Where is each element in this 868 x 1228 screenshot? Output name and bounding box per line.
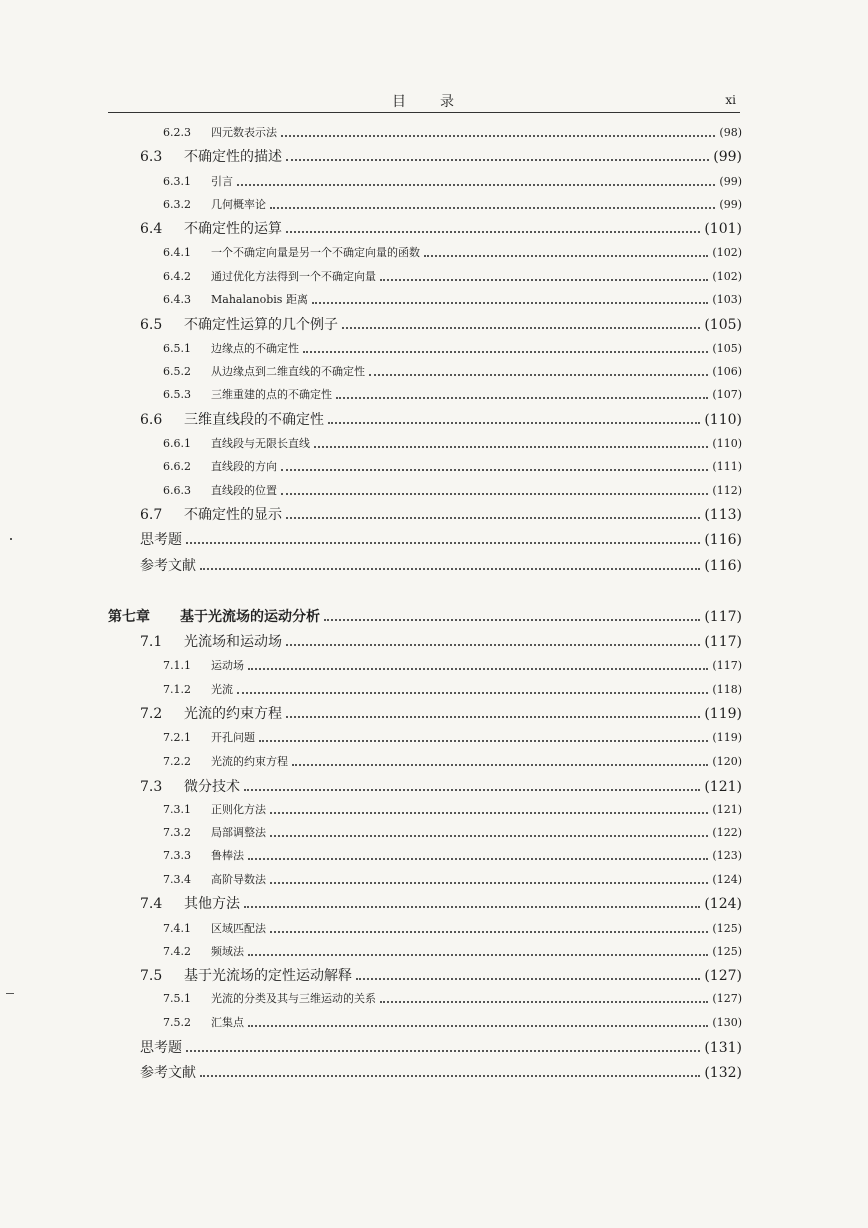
toc-number: 6.3 [140,149,163,165]
toc-title: 参考文献 [140,558,196,574]
toc-page-number: (131) [704,1040,742,1056]
toc-page-number: (121) [712,803,742,816]
toc-page-number: (118) [712,683,742,696]
dot-leader [270,834,708,837]
dot-leader [244,905,700,908]
toc-number: 6.5 [140,317,163,333]
toc-title: 思考题 [140,532,182,548]
toc-page-number: (102) [712,270,742,283]
dot-leader [237,183,715,186]
toc-number: 6.4.3 [163,293,191,306]
toc-title: 直线段与无限长直线 [211,437,310,450]
toc-subsection [163,244,742,260]
toc-title: 鲁棒法 [211,849,244,862]
toc-title: 开孔问题 [211,731,255,744]
dot-leader [259,739,708,742]
toc-page-number: (101) [704,221,742,237]
toc-page-number: (120) [712,755,742,768]
toc-section [140,776,742,796]
scan-mark [6,993,14,994]
toc-subsection [163,173,742,189]
toc-page-number: (113) [704,507,742,523]
toc-subsection [163,340,742,356]
dot-leader [248,857,708,860]
toc-title: 微分技术 [184,779,240,795]
dot-leader [286,715,700,718]
toc-title: 直线段的方向 [211,460,277,473]
toc-page-number: (99) [719,198,742,211]
toc-number: 7.5.2 [163,1016,191,1029]
toc-subsection [163,196,742,212]
toc-title: 从边缘点到二维直线的不确定性 [211,365,365,378]
toc-section [140,893,742,913]
toc-title: 区域匹配法 [211,922,266,935]
toc-page-number: (123) [712,849,742,862]
dot-leader [281,492,708,495]
dot-leader [270,206,715,209]
toc-number: 6.3.1 [163,175,191,188]
toc-title: 不确定性的显示 [184,507,282,523]
toc-page-number: (119) [704,706,742,722]
toc-item [140,529,742,549]
toc-page-number: (125) [712,945,742,958]
toc-title: 汇集点 [211,1016,244,1029]
toc-title: 引言 [211,175,233,188]
toc-page-number: (99) [713,149,742,165]
toc-subsection [163,847,742,863]
toc-number: 6.6.1 [163,437,191,450]
toc-number: 7.1 [140,634,163,650]
dot-leader [286,516,700,519]
toc-section [140,703,742,723]
toc-title: 频域法 [211,945,244,958]
toc-number: 7.3.2 [163,826,191,839]
toc-page-number: (121) [704,779,742,795]
toc-number: 6.5.3 [163,388,191,401]
dot-leader [237,691,708,694]
toc-title: 三维重建的点的不确定性 [211,388,332,401]
toc-subsection [163,824,742,840]
toc-page-number: (106) [712,365,742,378]
dot-leader [286,158,709,161]
toc-page-number: (117) [712,659,742,672]
dot-leader [248,953,708,956]
toc-section [140,409,742,429]
toc-title: 直线段的位置 [211,484,277,497]
toc-subsection [163,435,742,451]
toc-page-number: (132) [704,1065,742,1081]
toc-page-number: (102) [712,246,742,259]
toc-number: 6.4.2 [163,270,191,283]
toc-item [140,1062,742,1082]
toc-number: 7.2 [140,706,163,722]
dot-leader [303,350,708,353]
toc-page-number: (105) [704,317,742,333]
toc-section [140,314,742,334]
toc-number: 6.2.3 [163,126,191,139]
dot-leader [424,254,708,257]
toc-page-number: (107) [712,388,742,401]
toc-title: 参考文献 [140,1065,196,1081]
toc-title: 基于光流场的运动分析 [180,609,320,625]
dot-leader [312,301,708,304]
toc-number: 7.4 [140,896,163,912]
toc-item [140,1037,742,1057]
toc-page-number: (98) [719,126,742,139]
toc-page-number: (105) [712,342,742,355]
toc-subsection [163,482,742,498]
toc-subsection [163,801,742,817]
toc-number: 6.4 [140,221,163,237]
toc-subsection [163,753,742,769]
scan-mark [10,538,12,540]
toc-title: 光流 [211,683,233,696]
toc-page-number: (117) [704,634,742,650]
toc-subsection [163,291,742,307]
dot-leader [324,618,700,621]
toc-title: 基于光流场的定性运动解释 [184,968,352,984]
toc-number: 7.1.1 [163,659,191,672]
toc-number: 6.6.2 [163,460,191,473]
toc-number: 7.2.1 [163,731,191,744]
toc-title: 其他方法 [184,896,240,912]
toc-number: 7.1.2 [163,683,191,696]
dot-leader [270,881,708,884]
toc-subsection [163,920,742,936]
toc-title: 光流的约束方程 [184,706,282,722]
toc-section [140,146,742,166]
toc-number: 第七章 [108,609,150,625]
toc-title: Mahalanobis 距离 [211,293,308,306]
toc-page-number: (116) [704,558,742,574]
dot-leader [270,930,708,933]
dot-leader [356,977,700,980]
toc-number: 7.3.4 [163,873,191,886]
toc-subsection [163,363,742,379]
toc-section [140,218,742,238]
toc-page-number: (111) [712,460,742,473]
toc-page-number: (119) [712,731,742,744]
toc-number: 6.5.1 [163,342,191,355]
dot-leader [244,788,700,791]
toc-number: 7.5 [140,968,163,984]
toc-number: 6.3.2 [163,198,191,211]
dot-leader [186,1049,700,1052]
toc-subsection [163,871,742,887]
dot-leader [270,811,708,814]
toc-number: 6.4.1 [163,246,191,259]
toc-title: 几何概率论 [211,198,266,211]
toc-number: 7.4.2 [163,945,191,958]
toc-page-number: (110) [704,412,742,428]
toc-title: 不确定性的运算 [184,221,282,237]
toc-number: 6.6 [140,412,163,428]
dot-leader [336,396,708,399]
toc-title: 光流的分类及其与三维运动的关系 [211,992,376,1005]
toc-number: 6.7 [140,507,163,523]
toc-subsection [163,681,742,697]
toc-subsection [163,729,742,745]
toc-number: 7.5.1 [163,992,191,1005]
toc-title: 运动场 [211,659,244,672]
toc-page-number: (122) [712,826,742,839]
toc-page-number: (116) [704,532,742,548]
toc-page-number: (99) [719,175,742,188]
toc-title: 四元数表示法 [211,126,277,139]
dot-leader [286,643,700,646]
toc-title: 不确定性运算的几个例子 [184,317,338,333]
toc-number: 7.2.2 [163,755,191,768]
toc-page-number: (125) [712,922,742,935]
toc-number: 7.3.3 [163,849,191,862]
page-number: xi [725,93,736,107]
toc-subsection [163,990,742,1006]
dot-leader [186,541,700,544]
toc-page-number: (112) [712,484,742,497]
toc-title: 局部调整法 [211,826,266,839]
toc-number: 6.6.3 [163,484,191,497]
toc-page-number: (130) [712,1016,742,1029]
dot-leader [328,421,700,424]
toc-number: 6.5.2 [163,365,191,378]
dot-leader [369,373,708,376]
toc-title: 光流的约束方程 [211,755,288,768]
dot-leader [248,1024,708,1027]
dot-leader [248,667,708,670]
toc-item [140,555,742,575]
toc-number: 7.3 [140,779,163,795]
dot-leader [380,1000,708,1003]
dot-leader [342,326,700,329]
toc-subsection [163,268,742,284]
toc-title: 光流场和运动场 [184,634,282,650]
toc-title: 通过优化方法得到一个不确定向量 [211,270,376,283]
toc-number: 7.3.1 [163,803,191,816]
toc-page-number: (103) [712,293,742,306]
toc-subsection [163,943,742,959]
toc-page-number: (110) [712,437,742,450]
toc-subsection [163,124,742,140]
toc-title: 思考题 [140,1040,182,1056]
toc-title: 高阶导数法 [211,873,266,886]
toc-page-number: (124) [712,873,742,886]
page-header-title: 目 录 [392,94,456,110]
toc-title: 正则化方法 [211,803,266,816]
toc-page-number: (117) [704,609,742,625]
dot-leader [380,278,708,281]
toc-section [140,965,742,985]
dot-leader [200,1074,700,1077]
toc-section [140,504,742,524]
toc-subsection [163,458,742,474]
toc-title: 一个不确定向量是另一个不确定向量的函数 [211,246,420,259]
toc-page-number: (127) [712,992,742,1005]
toc-subsection [163,386,742,402]
dot-leader [314,445,708,448]
toc-title: 边缘点的不确定性 [211,342,299,355]
toc-section [140,631,742,651]
dot-leader [281,468,708,471]
dot-leader [286,230,700,233]
toc-page-number: (124) [704,896,742,912]
toc-subsection [163,1014,742,1030]
toc-title: 三维直线段的不确定性 [184,412,324,428]
dot-leader [200,567,700,570]
toc-number: 7.4.1 [163,922,191,935]
toc-title: 不确定性的描述 [184,149,282,165]
toc-chapter [108,606,742,626]
dot-leader [281,134,715,137]
toc-subsection [163,657,742,673]
dot-leader [292,763,708,766]
toc-page-number: (127) [704,968,742,984]
